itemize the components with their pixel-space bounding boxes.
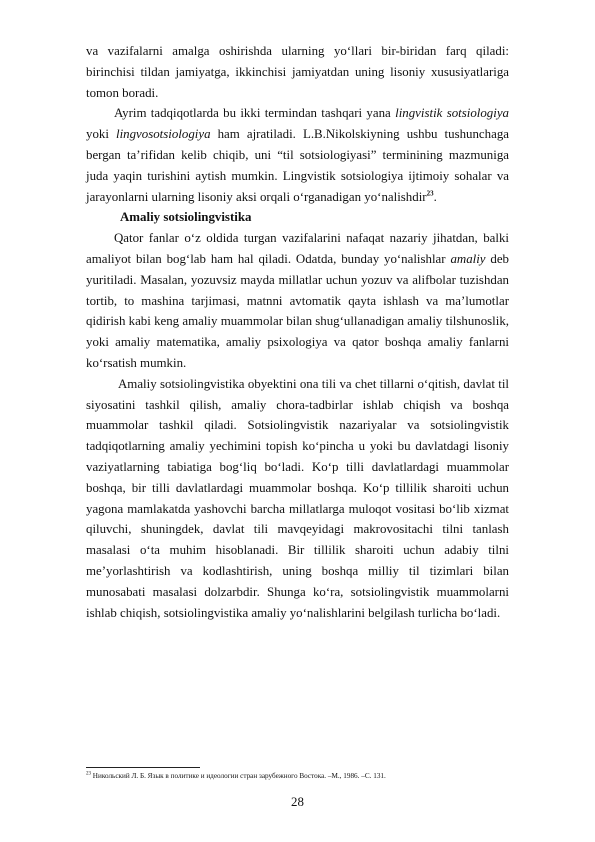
term-lingvosotsiologiya: lingvosotsiologiya: [115, 127, 211, 142]
paragraph-3-text-b: deb yuritiladi. Masalan, yozuvsiz mayda millatlar uchun yozuv va alifbolar tuzishdan tortib, to mashina tarjimasi, matnni avtomatik qayta ishlash va ma’lumotlar qidirish kabi keng amaliy muammolar bilan shug‘ullanadigan amaliy tilshunoslik, yoki amaliy matematika, amaliy psixologiya va qator boshqa amaliy fanlarni ko‘rsatish mumkin.: [86, 251, 509, 370]
paragraph-2-text-c: ham ajratiladi. L.B.Nikolskiyning ushbu tushunchaga bergan ta’rifidan kelib chiqib, uni “til sotsiologiyasi” terminining mazmuniga juda yaqin turishini aytish mumkin. Lingvistik sotsiologiya ijtimoiy sohalar va jarayonlarni ularning lisoniy aksi orqali o‘rganadigan yo‘nalishdir: [86, 127, 509, 204]
paragraph-2: [86, 103, 509, 207]
paragraph-4: Amaliy sotsiolingvistika obyektini ona tili va chet tillarni o‘qitish, davlat til siyosatini tashkil qilish, amaliy chora-tadbirlar ishlab chiqish va boshqa muammolar tashkil qiladi. Sotsiolingvistik nazariyalar va sotsiolingvistik tadqiqotlarning amaliy yechimini topish ko‘pincha u yoki bu davlatdagi lisoniy vaziyatlarning tabiatiga bog‘liq bo‘ladi. Ko‘p tilli davlatlardagi muammolar boshqa, bir tilli davlatlardagi muammolar boshqa. Ko‘p tillilik sharoiti uchun yagona mamlakatda yashovchi barcha millatlarga muloqot vositasi bo‘lib xizmat qiluvchi, shuningdek, davlat tili mavqeyidagi makrovositachi tilni tanlash masalasi o‘ta muhim hisoblanadi. Bir tillilik sharoiti uchun adabiy tilni me’yorlashtirish va kodlashtirish, uning boshqa milliy til tizimlari bilan munosabati masalasi dolzarbdir. Shunga ko‘ra, sotsiolingvistik muammolarni ishlab chiqish, sotsiolingvistika amaliy yo‘nalishlarini belgilash turlicha bo‘ladi.: [86, 376, 509, 620]
footnote-text: Никольский Л. Б. Язык в политике и идеологии стран зарубежного Востока. –М., 1986. –С. 131.: [91, 772, 386, 780]
section-heading: Amaliy sotsiolingvistika: [120, 210, 252, 225]
paragraph-3: [86, 228, 509, 374]
footnote-marker: 23: [426, 189, 434, 198]
page-number: 28: [291, 795, 304, 809]
paragraph-1: va vazifalarni amalga oshirishda ularning yo‘llari bir-biridan farq qiladi: birinchisi tildan jamiyatga, ikkinchisi jamiyatdan uning lisoniy xususiyatlariga tomon boradi.: [86, 44, 509, 100]
paragraph-2-end: .: [433, 189, 437, 204]
paragraph-3-text-a: Qator fanlar o‘z oldida turgan vazifalarini nafaqat nazariy jihatdan, balki amaliyot bilan bog‘lab ham hal qiladi. Odatda, bunday yo‘nalishlar: [86, 231, 509, 266]
footnote: [86, 771, 526, 781]
term-lingvistik-sotsiologiya: lingvistik sotsiologiya: [395, 106, 509, 121]
body-text: [86, 41, 509, 623]
term-amaliy: amaliy: [450, 251, 486, 266]
paragraph-2-text-b: yoki: [86, 127, 116, 142]
paragraph-2-text-a: Ayrim tadqiqotlarda bu ikki termindan tashqari yana: [114, 106, 396, 121]
footnote-divider: [86, 767, 200, 768]
footnote-number: 23: [86, 771, 91, 777]
